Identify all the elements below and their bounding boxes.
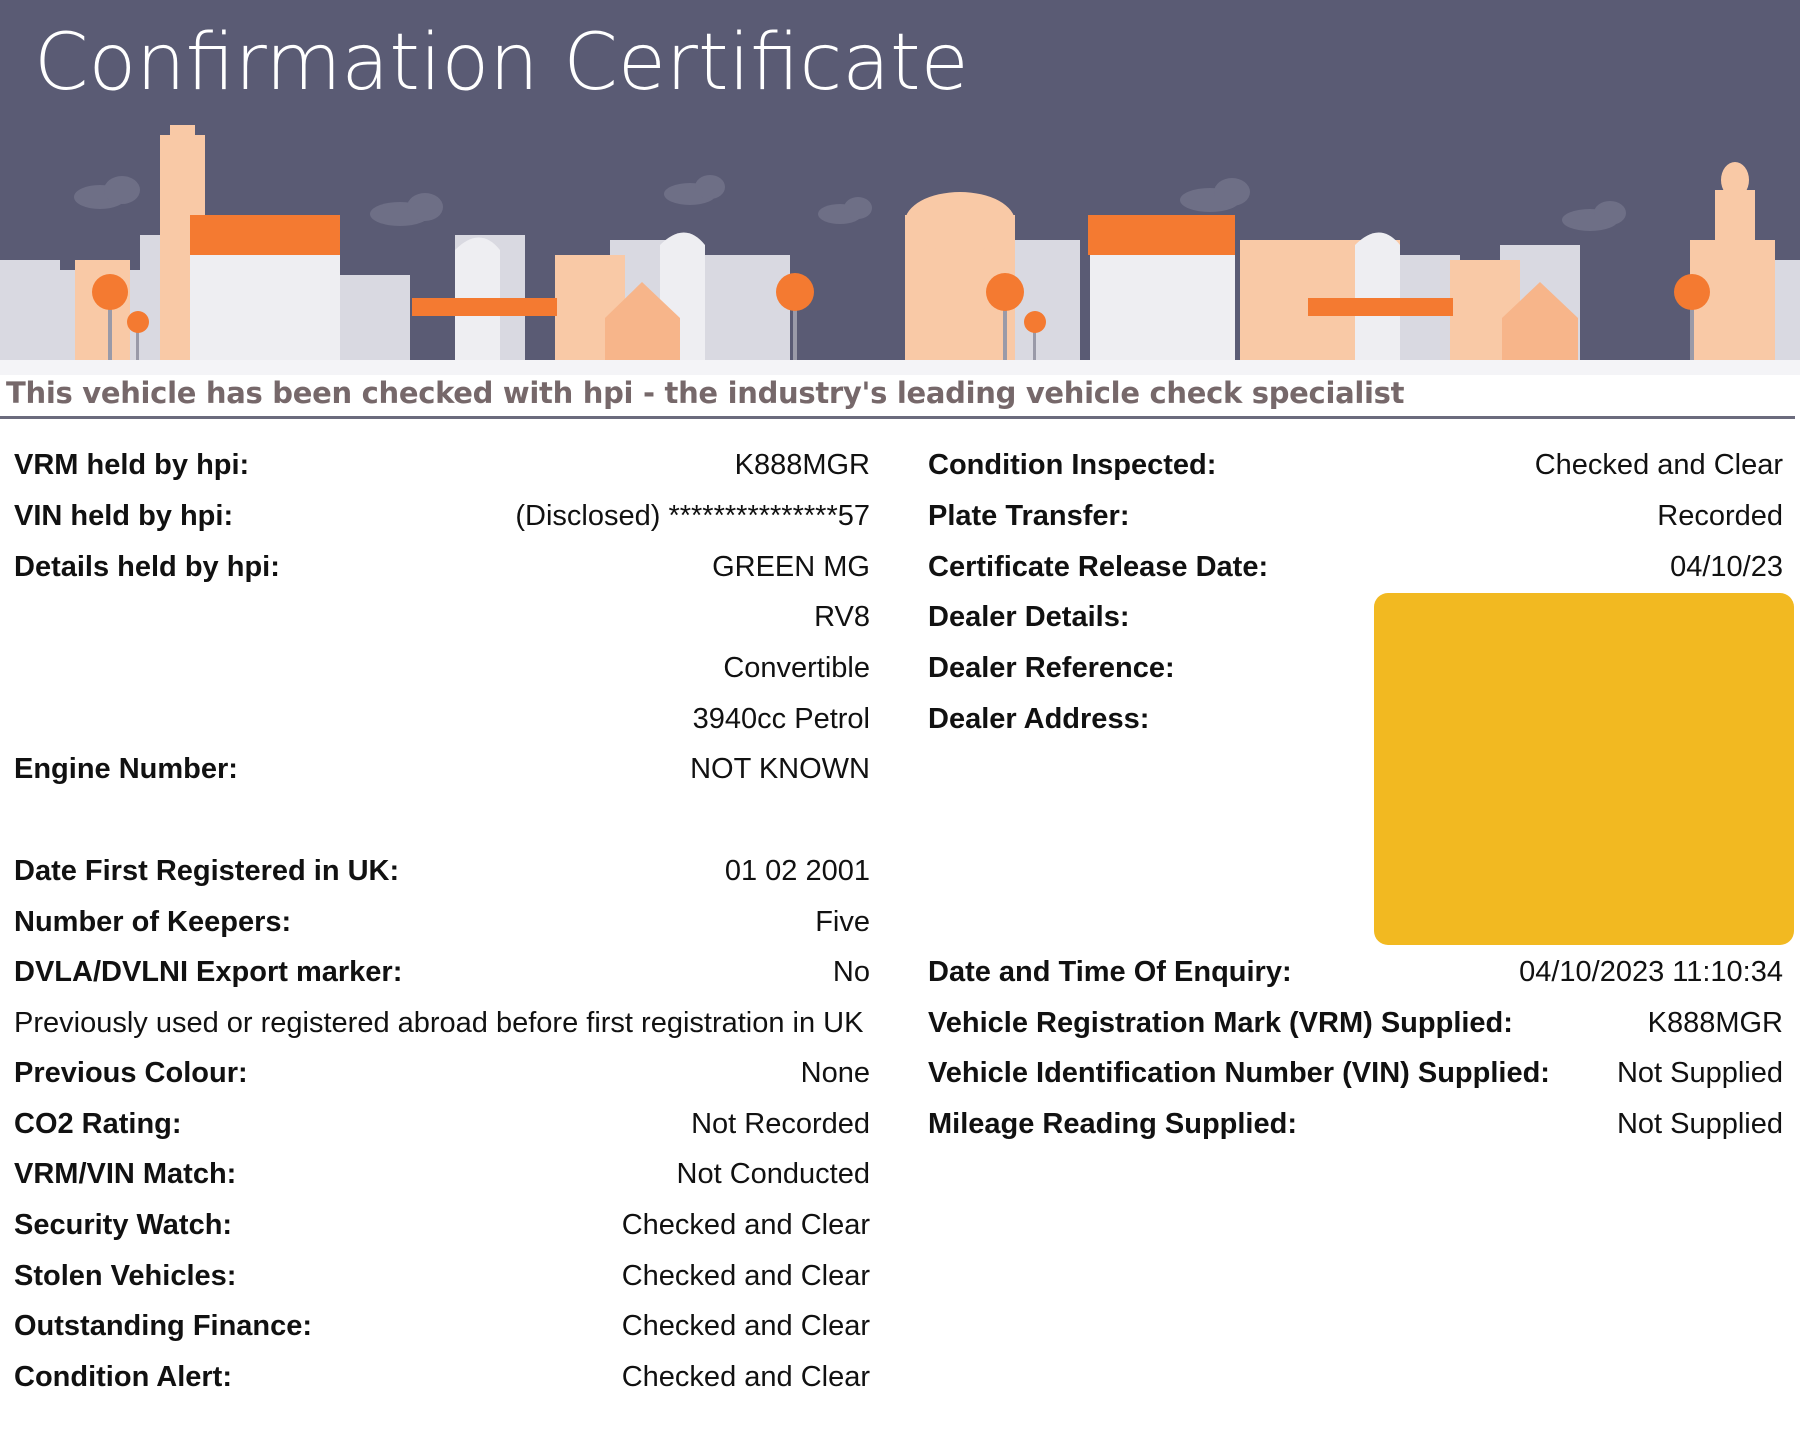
field-value: Not Supplied	[1616, 1057, 1783, 1089]
right-field-row	[0, 1051, 1800, 1095]
redacted-dealer-block	[1374, 593, 1794, 945]
field-label: Engine Number:	[14, 753, 238, 785]
page-title: Confirmation Certificate	[34, 18, 969, 108]
tagline: This vehicle has been checked with hpi - the industry's leading vehicle check specialist	[6, 376, 1405, 410]
field-value: 04/10/23	[1670, 551, 1783, 583]
field-label: Dealer Details:	[928, 601, 1130, 633]
field-label: Vehicle Registration Mark (VRM) Supplied:	[928, 1007, 1513, 1039]
field-label: Mileage Reading Supplied:	[928, 1108, 1297, 1140]
field-label: DVLA/DVLNI Export marker:	[14, 956, 403, 988]
field-label: VRM/VIN Match:	[14, 1158, 237, 1190]
field-label: Outstanding Finance:	[14, 1310, 313, 1342]
field-label: Number of Keepers:	[14, 906, 292, 938]
field-value: Checked and Clear	[621, 1260, 870, 1292]
field-value: Recorded	[1657, 500, 1783, 532]
field-label: Stolen Vehicles:	[14, 1260, 237, 1292]
left-field-row	[0, 1203, 1800, 1247]
divider	[0, 416, 1795, 419]
field-label: Condition Alert:	[14, 1361, 232, 1393]
field-value: Not Supplied	[1616, 1108, 1783, 1140]
field-value: K888MGR	[734, 449, 870, 481]
right-field-row	[0, 545, 1800, 589]
field-label: Dealer Address:	[928, 703, 1150, 735]
field-label: VRM held by hpi:	[14, 449, 250, 481]
field-label: Certificate Release Date:	[928, 551, 1269, 583]
left-field-row	[0, 1304, 1800, 1348]
field-value: Five	[815, 906, 870, 938]
field-value: Convertible	[723, 652, 870, 684]
field-label: Security Watch:	[14, 1209, 233, 1241]
field-label: Condition Inspected:	[928, 449, 1217, 481]
right-field-row	[0, 494, 1800, 538]
field-label: Details held by hpi:	[14, 551, 280, 583]
field-label: VIN held by hpi:	[14, 500, 234, 532]
field-value: 04/10/2023 11:10:34	[1519, 956, 1783, 988]
field-label: Date First Registered in UK:	[14, 855, 400, 887]
field-value: None	[800, 1057, 870, 1089]
right-field-row	[0, 950, 1800, 994]
field-value: GREEN MG	[712, 551, 870, 583]
abroad-note: Previously used or registered abroad before first registration in UK	[14, 1007, 864, 1039]
field-label: Date and Time Of Enquiry:	[928, 956, 1292, 988]
header-banner	[0, 0, 1800, 375]
field-value: 01 02 2001	[724, 855, 870, 887]
left-field-row	[0, 1355, 1800, 1399]
field-value: Checked and Clear	[621, 1209, 870, 1241]
field-value: Not Conducted	[676, 1158, 870, 1190]
field-value: NOT KNOWN	[690, 753, 870, 785]
field-value: Checked and Clear	[1534, 449, 1783, 481]
field-label: Vehicle Identification Number (VIN) Supplied:	[928, 1057, 1550, 1089]
field-label: Plate Transfer:	[928, 500, 1130, 532]
field-value: Checked and Clear	[621, 1361, 870, 1393]
right-field-row	[0, 1102, 1800, 1146]
right-field-row	[0, 443, 1800, 487]
field-value: Checked and Clear	[621, 1310, 870, 1342]
left-field-row	[0, 1152, 1800, 1196]
field-value: (Disclosed) ***************57	[515, 500, 870, 532]
field-value: RV8	[814, 601, 870, 633]
field-label: CO2 Rating:	[14, 1108, 182, 1140]
field-label: Dealer Reference:	[928, 652, 1175, 684]
field-value: K888MGR	[1647, 1007, 1783, 1039]
left-field-row	[0, 1254, 1800, 1298]
field-label: Previous Colour:	[14, 1057, 248, 1089]
field-value: Not Recorded	[691, 1108, 870, 1140]
field-value: 3940cc Petrol	[692, 703, 870, 735]
field-value: No	[832, 956, 870, 988]
